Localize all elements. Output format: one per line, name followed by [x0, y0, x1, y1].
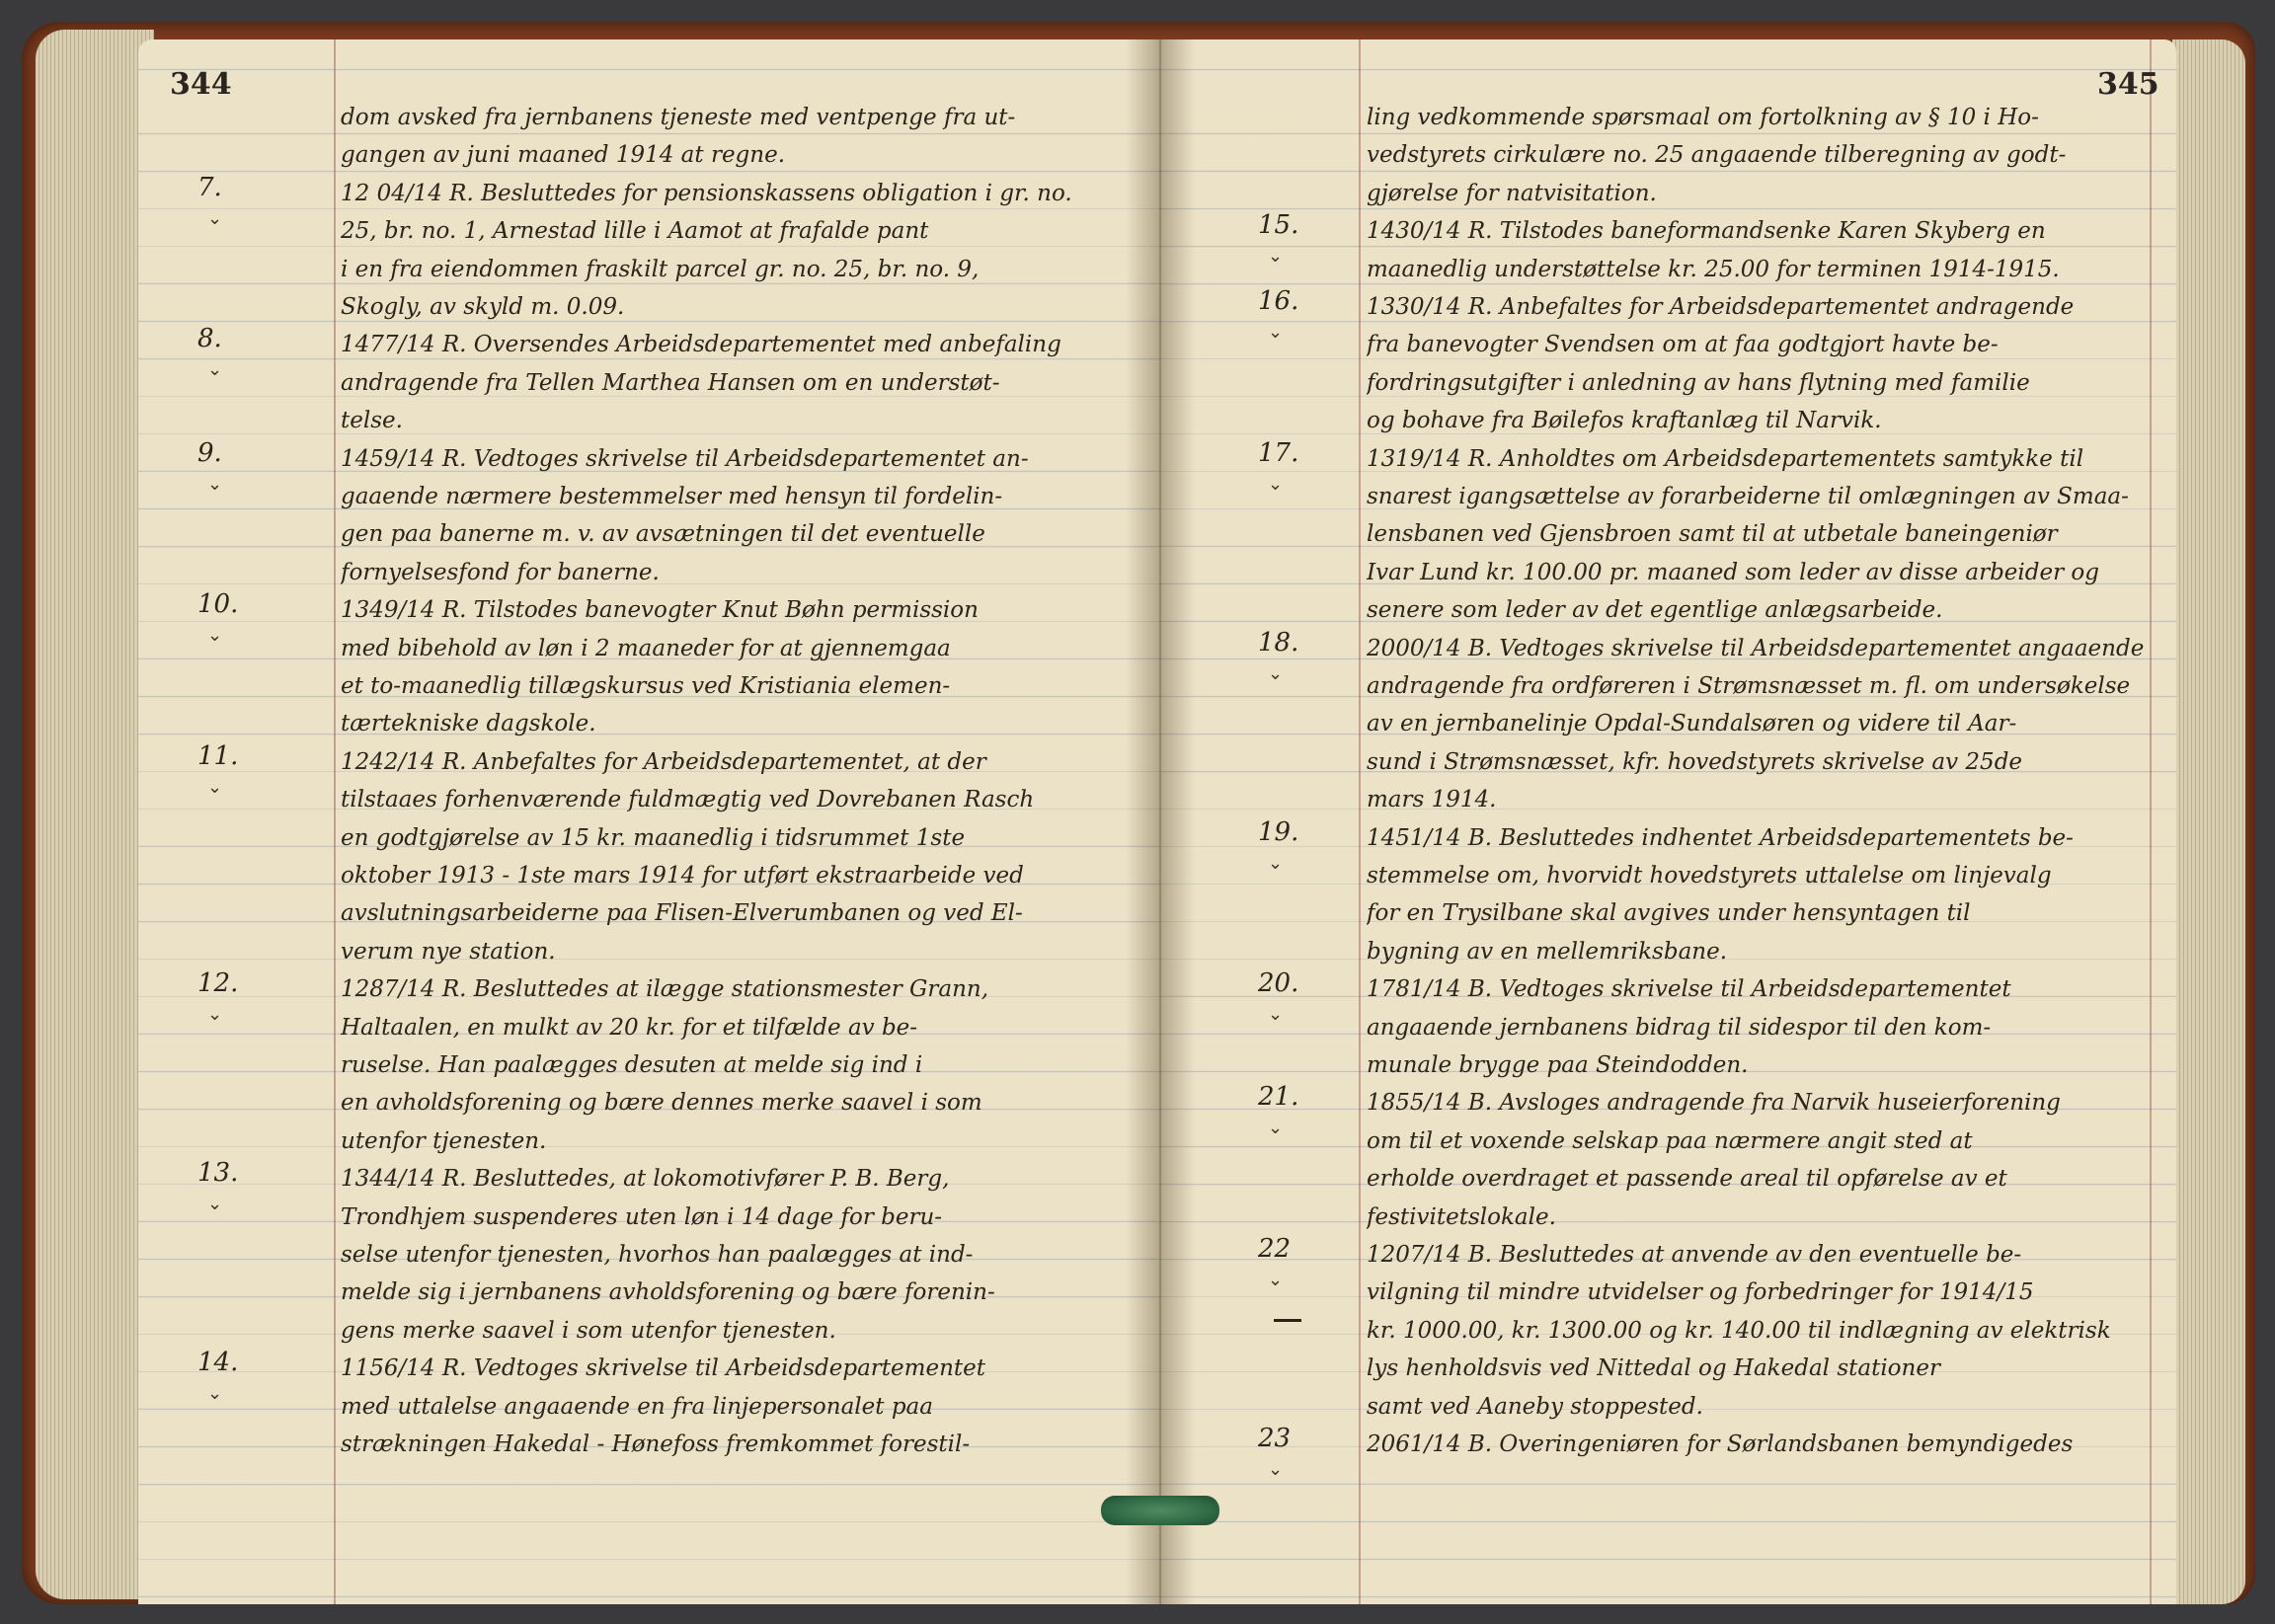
entry-number: 9.	[197, 437, 222, 468]
entry-text-line: stemmelse om, hvorvidt hovedstyrets uttalelse om linjevalg	[1367, 863, 2052, 889]
entry-text-line: maanedlig understøttelse kr. 25.00 for terminen 1914-1915.	[1367, 256, 2060, 282]
entry-text-line: en godtgjørelse av 15 kr. maanedlig i tidsrummet 1ste	[341, 824, 966, 851]
right-margin-rule	[1359, 39, 1361, 1604]
entry-text-line: 1781/14 B. Vedtoges skrivelse til Arbeidsdepartementet	[1367, 976, 2011, 1003]
left-page-number: 344	[170, 67, 232, 102]
entry-text-line: festivitetslokale.	[1367, 1203, 1556, 1230]
entry-text-line: 1207/14 B. Besluttedes at anvende av den eventuelle be-	[1367, 1242, 2022, 1268]
entry-text-line: fordringsutgifter i anledning av hans flytning med familie	[1367, 369, 2030, 396]
entry-text-line: Skogly, av skyld m. 0.09.	[341, 294, 625, 320]
entry-text-line: mars 1914.	[1367, 787, 1497, 813]
entry-text-line: lys henholdsvis ved Nittedal og Hakedal stationer	[1367, 1355, 1940, 1382]
page-edges-right	[2172, 39, 2245, 1604]
check-mark-icon: ⌄	[1268, 246, 1284, 268]
check-mark-icon: ⌄	[207, 1383, 223, 1405]
entry-number: 7.	[197, 172, 222, 202]
check-mark-icon: ⌄	[1268, 1004, 1284, 1026]
entry-number: 18.	[1258, 627, 1299, 657]
check-mark-icon: ⌄	[207, 1004, 223, 1026]
entry-text-line: 2000/14 B. Vedtoges skrivelse til Arbeidsdepartementet angaaende	[1367, 635, 2145, 661]
book-gutter	[1126, 39, 1195, 1604]
entry-number: 20.	[1258, 968, 1299, 999]
margin-dash-mark	[1274, 1319, 1301, 1322]
right-page	[1159, 39, 2176, 1604]
entry-number: 22	[1258, 1234, 1292, 1264]
continuation-line: gangen av juni maaned 1914 at regne.	[341, 142, 786, 169]
entry-number: 14.	[197, 1348, 239, 1378]
entry-number: 13.	[197, 1158, 239, 1189]
entry-text-line: 1330/14 R. Anbefaltes for Arbeidsdepartementet andragende	[1367, 294, 2075, 320]
entry-text-line: et to-maanedlig tillægskursus ved Kristiania elemen-	[341, 673, 951, 699]
entry-text-line: 12 04/14 R. Besluttedes for pensionskassens obligation i gr. no.	[341, 180, 1072, 206]
entry-text-line: senere som leder av det egentlige anlægsarbeide.	[1367, 597, 1943, 624]
entry-text-line: 1451/14 B. Besluttedes indhentet Arbeidsdepartementets be-	[1367, 824, 2074, 851]
entry-text-line: gens merke saavel i som utenfor tjenesten.	[341, 1317, 836, 1344]
entry-text-line: med bibehold av løn i 2 maaneder for at gjennemgaa	[341, 635, 951, 661]
entry-text-line: 1349/14 R. Tilstodes banevogter Knut Bøhn permission	[341, 597, 979, 624]
check-mark-icon: ⌄	[1268, 1118, 1284, 1139]
check-mark-icon: ⌄	[1268, 1459, 1284, 1480]
entry-text-line: 1855/14 B. Avsloges andragende fra Narvik huseierforening	[1367, 1090, 2061, 1117]
check-mark-icon: ⌄	[1268, 662, 1284, 684]
entry-text-line: avslutningsarbeiderne paa Flisen-Elverumbanen og ved El-	[341, 900, 1023, 927]
entry-text-line: munale brygge paa Steindodden.	[1367, 1052, 1749, 1078]
entry-text-line: oktober 1913 - 1ste mars 1914 for utført ekstraarbeide ved	[341, 863, 1024, 889]
entry-text-line: 1430/14 R. Tilstodes baneformandsenke Karen Skyberg en	[1367, 218, 2046, 245]
check-mark-icon: ⌄	[1268, 1270, 1284, 1290]
entry-text-line: angaaende jernbanens bidrag til sidespor til den kom-	[1367, 1014, 1992, 1041]
entry-text-line: bygning av en mellemriksbane.	[1367, 938, 1728, 965]
left-page	[138, 39, 1159, 1604]
entry-text-line: lensbanen ved Gjensbroen samt til at utbetale baneingeniør	[1367, 521, 2058, 548]
entry-text-line: 1459/14 R. Vedtoges skrivelse til Arbeidsdepartementet an-	[341, 445, 1029, 472]
entry-text-line: Haltaalen, en mulkt av 20 kr. for et tilfælde av be-	[341, 1014, 918, 1041]
check-mark-icon: ⌄	[1268, 852, 1284, 874]
entry-number: 8.	[197, 324, 222, 354]
entry-number: 12.	[197, 968, 239, 999]
entry-text-line: selse utenfor tjenesten, hvorhos han paalægges at ind-	[341, 1242, 974, 1268]
check-mark-icon: ⌄	[207, 1194, 223, 1215]
entry-number: 16.	[1258, 286, 1299, 316]
check-mark-icon: ⌄	[207, 473, 223, 495]
entry-text-line: 1156/14 R. Vedtoges skrivelse til Arbeidsdepartementet	[341, 1355, 985, 1382]
entry-text-line: verum nye station.	[341, 938, 556, 965]
entry-text-line: 1344/14 R. Besluttedes, at lokomotivfører P. B. Berg,	[341, 1166, 950, 1193]
entry-text-line: utenfor tjenesten.	[341, 1127, 547, 1154]
bookmark-ribbon	[1101, 1496, 1219, 1525]
entry-text-line: strækningen Hakedal - Hønefoss fremkommet forestil-	[341, 1431, 971, 1457]
entry-text-line: erholde overdraget et passende areal til opførelse av et	[1367, 1166, 2007, 1193]
entry-text-line: om til et voxende selskap paa nærmere angit sted at	[1367, 1127, 1973, 1154]
continuation-line: dom avsked fra jernbanens tjeneste med ventpenge fra ut-	[341, 105, 1016, 130]
entry-text-line: melde sig i jernbanens avholdsforening og bære forenin-	[341, 1279, 995, 1306]
entry-text-line: av en jernbanelinje Opdal-Sundalsøren og videre til Aar-	[1367, 711, 2017, 737]
check-mark-icon: ⌄	[207, 776, 223, 798]
entry-text-line: fornyelsesfond for banerne.	[341, 559, 660, 585]
right-page-number: 345	[2097, 67, 2159, 102]
entry-text-line: en avholdsforening og bære dennes merke saavel i som	[341, 1090, 982, 1117]
entry-number: 10.	[197, 589, 239, 620]
entry-text-line: tilstaaes forhenværende fuldmægtig ved Dovrebanen Rasch	[341, 787, 1035, 813]
entry-text-line: kr. 1000.00, kr. 1300.00 og kr. 140.00 til indlægning av elektrisk	[1367, 1317, 2111, 1344]
entry-number: 23	[1258, 1424, 1292, 1453]
check-mark-icon: ⌄	[207, 625, 223, 647]
entry-text-line: 1319/14 R. Anholdtes om Arbeidsdepartementets samtykke til	[1367, 445, 2084, 472]
continuation-line: ling vedkommende spørsmaal om fortolkning av § 10 i Ho-	[1367, 105, 2039, 130]
entry-text-line: sund i Strømsnæsset, kfr. hovedstyrets skrivelse av 25de	[1367, 748, 2023, 775]
left-margin-rule	[334, 39, 336, 1604]
page-edges-left	[36, 30, 154, 1599]
check-mark-icon: ⌄	[1268, 322, 1284, 343]
entry-text-line: ruselse. Han paalægges desuten at melde sig ind i	[341, 1052, 923, 1078]
entry-text-line: Ivar Lund kr. 100.00 pr. maaned som leder av disse arbeider og	[1367, 559, 2099, 585]
entry-text-line: tærtekniske dagskole.	[341, 711, 596, 737]
entry-number: 15.	[1258, 210, 1299, 241]
continuation-line: gjørelse for natvisitation.	[1367, 180, 1657, 206]
entry-number: 19.	[1258, 816, 1299, 847]
entry-text-line: fra banevogter Svendsen om at faa godtgjort havte be-	[1367, 332, 1999, 358]
entry-text-line: andragende fra ordføreren i Strømsnæsset m. fl. om undersøkelse	[1367, 673, 2131, 699]
entry-number: 21.	[1258, 1082, 1299, 1113]
entry-text-line: snarest igangsættelse av forarbeiderne til omlægningen av Smaa-	[1367, 484, 2129, 509]
entry-text-line: vilgning til mindre utvidelser og forbedringer for 1914/15	[1367, 1279, 2034, 1306]
continuation-line: vedstyrets cirkulære no. 25 angaaende tilberegning av godt-	[1367, 142, 2067, 169]
entry-text-line: gen paa banerne m. v. av avsætningen til det eventuelle	[341, 521, 985, 548]
check-mark-icon: ⌄	[207, 207, 223, 229]
check-mark-icon: ⌄	[1268, 473, 1284, 495]
entry-text-line: 1287/14 R. Besluttedes at ilægge stationsmester Grann,	[341, 976, 989, 1003]
entry-text-line: Trondhjem suspenderes uten løn i 14 dage for beru-	[341, 1203, 943, 1230]
right-outer-rule	[2150, 39, 2152, 1604]
entry-text-line: og bohave fra Bøilefos kraftanlæg til Narvik.	[1367, 408, 1882, 434]
check-mark-icon: ⌄	[207, 359, 223, 381]
entry-number: 11.	[197, 740, 239, 771]
entry-text-line: 1242/14 R. Anbefaltes for Arbeidsdepartementet, at der	[341, 748, 986, 775]
entry-text-line: med uttalelse angaaende en fra linjepersonalet paa	[341, 1393, 933, 1420]
entry-text-line: 1477/14 R. Oversendes Arbeidsdepartementet med anbefaling	[341, 332, 1061, 358]
entry-text-line: 2061/14 B. Overingeniøren for Sørlandsbanen bemyndigedes	[1367, 1431, 2074, 1457]
entry-text-line: i en fra eiendommen fraskilt parcel gr. no. 25, br. no. 9,	[341, 256, 980, 282]
entry-text-line: telse.	[341, 408, 403, 434]
entry-text-line: andragende fra Tellen Marthea Hansen om en understøt-	[341, 369, 1000, 396]
entry-text-line: 25, br. no. 1, Arnestad lille i Aamot at frafalde pant	[341, 218, 929, 245]
entry-number: 17.	[1258, 437, 1299, 468]
entry-text-line: for en Trysilbane skal avgives under hensyntagen til	[1367, 900, 1971, 927]
entry-text-line: gaaende nærmere bestemmelser med hensyn til fordelin-	[341, 484, 1003, 509]
entry-text-line: samt ved Aaneby stoppested.	[1367, 1393, 1703, 1420]
